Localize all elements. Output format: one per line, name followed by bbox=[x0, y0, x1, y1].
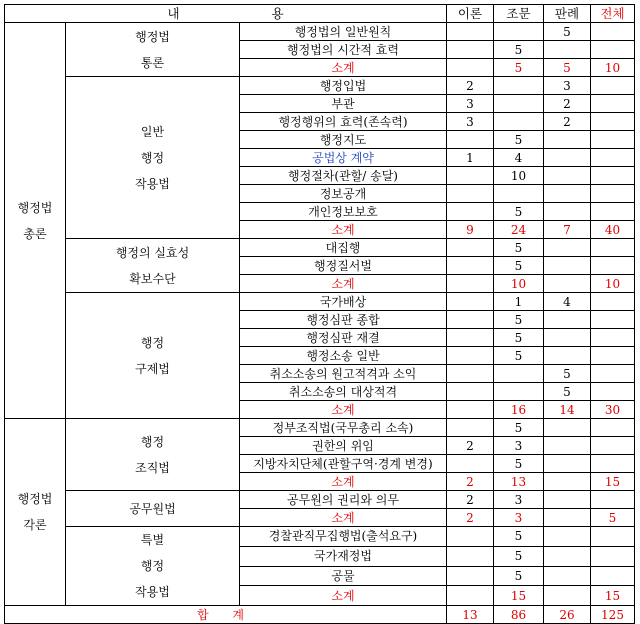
cell-total bbox=[591, 419, 635, 437]
cell-precedent bbox=[544, 566, 591, 586]
cell-theory bbox=[447, 546, 494, 566]
cell-precedent bbox=[544, 239, 591, 257]
cell-total bbox=[591, 95, 635, 113]
header-precedent: 판례 bbox=[544, 5, 591, 23]
group-label-line: 작용법 bbox=[135, 176, 170, 191]
cell-theory bbox=[447, 383, 494, 401]
cell-precedent: 5 bbox=[544, 59, 591, 77]
cell-statute: 3 bbox=[494, 437, 544, 455]
cell-total bbox=[591, 437, 635, 455]
cell-precedent: 2 bbox=[544, 113, 591, 131]
group-label-line: 행정의 실효성 bbox=[115, 245, 190, 260]
cell-precedent bbox=[544, 257, 591, 275]
cell-statute: 5 bbox=[494, 239, 544, 257]
header-theory: 이론 bbox=[447, 5, 494, 23]
cell-theory bbox=[447, 239, 494, 257]
group-label-line: 작용법 bbox=[135, 585, 170, 599]
cell-statute: 5 bbox=[494, 257, 544, 275]
group-label-line: 행정 bbox=[140, 434, 165, 449]
cell-theory bbox=[447, 185, 494, 203]
subtotal-label: 소계 bbox=[240, 401, 447, 419]
cell-statute: 5 bbox=[494, 203, 544, 221]
cell-total bbox=[591, 131, 635, 149]
cell-precedent bbox=[544, 275, 591, 293]
cell-statute: 10 bbox=[494, 167, 544, 185]
cell-precedent bbox=[544, 311, 591, 329]
cell-precedent bbox=[544, 491, 591, 509]
cell-statute: 15 bbox=[494, 586, 544, 606]
cell-theory bbox=[447, 365, 494, 383]
cell-total bbox=[591, 566, 635, 586]
group-label bbox=[66, 293, 240, 419]
cell-theory: 2 bbox=[447, 437, 494, 455]
cell-precedent bbox=[544, 347, 591, 365]
cell-statute: 5 bbox=[494, 566, 544, 586]
topic-cell: 정보공개 bbox=[240, 185, 447, 203]
cell-total bbox=[591, 167, 635, 185]
part-label-line: 행정법 bbox=[17, 492, 53, 506]
cell-statute: 4 bbox=[494, 149, 544, 167]
cell-total: 5 bbox=[591, 509, 635, 527]
curriculum-table-wrapper bbox=[4, 4, 635, 624]
table-body bbox=[5, 23, 635, 624]
cell-total bbox=[591, 311, 635, 329]
cell-total bbox=[591, 23, 635, 41]
topic-cell: 행정행위의 효력(존속력) bbox=[240, 113, 447, 131]
table-row bbox=[5, 239, 635, 257]
subtotal-label: 소계 bbox=[240, 59, 447, 77]
topic-cell: 행정지도 bbox=[240, 131, 447, 149]
cell-precedent bbox=[544, 329, 591, 347]
grand-total-text: 합 계 bbox=[197, 607, 254, 622]
cell-theory: 9 bbox=[447, 221, 494, 239]
cell-precedent bbox=[544, 546, 591, 566]
group-label-line: 확보수단 bbox=[129, 271, 176, 286]
cell-statute: 5 bbox=[494, 41, 544, 59]
cell-precedent bbox=[544, 419, 591, 437]
subtotal-label: 소계 bbox=[240, 473, 447, 491]
table-row bbox=[5, 23, 635, 41]
group-label bbox=[66, 23, 240, 77]
cell-theory bbox=[447, 586, 494, 606]
header-row bbox=[5, 5, 635, 23]
group-label-line: 조직법 bbox=[135, 460, 170, 475]
grand-total-label bbox=[5, 606, 447, 624]
cell-precedent bbox=[544, 586, 591, 606]
cell-statute bbox=[494, 95, 544, 113]
topic-cell: 국가배상 bbox=[240, 293, 447, 311]
cell-statute: 5 bbox=[494, 546, 544, 566]
cell-statute: 5 bbox=[494, 347, 544, 365]
cell-precedent: 2 bbox=[544, 95, 591, 113]
cell-total bbox=[591, 203, 635, 221]
group-label bbox=[66, 77, 240, 239]
topic-cell: 행정심판 종합 bbox=[240, 311, 447, 329]
cell-theory bbox=[447, 167, 494, 185]
group-label-line: 통론 bbox=[140, 55, 165, 70]
group-label bbox=[66, 527, 240, 606]
group-label bbox=[66, 419, 240, 491]
cell-total bbox=[591, 113, 635, 131]
cell-total: 30 bbox=[591, 401, 635, 419]
cell-theory bbox=[447, 527, 494, 547]
part-label-line: 총론 bbox=[23, 226, 47, 241]
cell-total bbox=[591, 491, 635, 509]
cell-total: 10 bbox=[591, 59, 635, 77]
header-content: 내 용 bbox=[5, 5, 447, 23]
cell-precedent bbox=[544, 149, 591, 167]
topic-cell: 취소소송의 원고적격과 소익 bbox=[240, 365, 447, 383]
cell-theory bbox=[447, 329, 494, 347]
cell-precedent bbox=[544, 509, 591, 527]
exam-topic-table bbox=[4, 4, 635, 624]
cell-theory bbox=[447, 131, 494, 149]
cell-theory bbox=[447, 293, 494, 311]
cell-theory bbox=[447, 257, 494, 275]
table-row bbox=[5, 419, 635, 437]
table-row bbox=[5, 491, 635, 509]
part-label bbox=[5, 23, 66, 419]
subtotal-label: 소계 bbox=[240, 586, 447, 606]
cell-theory bbox=[447, 203, 494, 221]
cell-theory bbox=[447, 41, 494, 59]
cell-statute bbox=[494, 383, 544, 401]
cell-theory: 2 bbox=[447, 509, 494, 527]
group-label bbox=[66, 491, 240, 527]
cell-precedent: 7 bbox=[544, 221, 591, 239]
cell-total bbox=[591, 185, 635, 203]
table-row bbox=[5, 77, 635, 95]
subtotal-label: 소계 bbox=[240, 275, 447, 293]
cell-total bbox=[591, 546, 635, 566]
cell-statute: 16 bbox=[494, 401, 544, 419]
cell-precedent bbox=[544, 167, 591, 185]
cell-theory: 3 bbox=[447, 113, 494, 131]
cell-total: 40 bbox=[591, 221, 635, 239]
group-label-line: 공무원법 bbox=[129, 501, 176, 516]
cell-total bbox=[591, 383, 635, 401]
cell-theory: 2 bbox=[447, 473, 494, 491]
cell-precedent bbox=[544, 455, 591, 473]
cell-statute: 3 bbox=[494, 491, 544, 509]
topic-cell: 정부조직법(국무총리 소속) bbox=[240, 419, 447, 437]
cell-precedent: 5 bbox=[544, 365, 591, 383]
cell-statute bbox=[494, 23, 544, 41]
cell-theory bbox=[447, 275, 494, 293]
topic-cell: 행정심판 재결 bbox=[240, 329, 447, 347]
cell-precedent: 3 bbox=[544, 77, 591, 95]
topic-cell: 행정법의 일반원칙 bbox=[240, 23, 447, 41]
cell-statute: 5 bbox=[494, 329, 544, 347]
header-statute: 조문 bbox=[494, 5, 544, 23]
cell-statute bbox=[494, 77, 544, 95]
cell-theory bbox=[447, 455, 494, 473]
grand-total-row bbox=[5, 606, 635, 624]
subtotal-label: 소계 bbox=[240, 221, 447, 239]
cell-statute: 3 bbox=[494, 509, 544, 527]
cell-total bbox=[591, 365, 635, 383]
group-label-line: 행정 bbox=[140, 335, 165, 350]
table-row bbox=[5, 293, 635, 311]
cell-total bbox=[591, 455, 635, 473]
topic-cell: 공법상 계약 bbox=[240, 149, 447, 167]
cell-theory bbox=[447, 347, 494, 365]
topic-cell: 대집행 bbox=[240, 239, 447, 257]
cell-statute: 13 bbox=[494, 473, 544, 491]
cell-statute bbox=[494, 113, 544, 131]
cell-total bbox=[591, 257, 635, 275]
group-label-line: 일반 bbox=[140, 124, 165, 139]
cell-statute: 5 bbox=[494, 311, 544, 329]
cell-statute: 5 bbox=[494, 455, 544, 473]
part-label-line: 각론 bbox=[23, 518, 47, 532]
cell-total bbox=[591, 239, 635, 257]
subtotal-label: 소계 bbox=[240, 509, 447, 527]
cell-precedent bbox=[544, 473, 591, 491]
cell-total bbox=[591, 149, 635, 167]
topic-cell: 행정법의 시간적 효력 bbox=[240, 41, 447, 59]
group-label-line: 특별 bbox=[140, 533, 165, 547]
cell-theory: 13 bbox=[447, 606, 494, 624]
cell-statute bbox=[494, 365, 544, 383]
cell-statute: 5 bbox=[494, 419, 544, 437]
cell-precedent bbox=[544, 185, 591, 203]
topic-cell: 행정입법 bbox=[240, 77, 447, 95]
cell-total bbox=[591, 293, 635, 311]
cell-theory: 2 bbox=[447, 491, 494, 509]
table-row bbox=[5, 527, 635, 547]
cell-theory bbox=[447, 401, 494, 419]
cell-total: 125 bbox=[591, 606, 635, 624]
cell-precedent: 5 bbox=[544, 383, 591, 401]
cell-theory: 2 bbox=[447, 77, 494, 95]
topic-cell: 행정소송 일반 bbox=[240, 347, 447, 365]
cell-statute: 5 bbox=[494, 59, 544, 77]
part-label-line: 행정법 bbox=[17, 200, 53, 215]
topic-cell: 국가재정법 bbox=[240, 546, 447, 566]
topic-cell: 취소소송의 대상적격 bbox=[240, 383, 447, 401]
cell-statute: 10 bbox=[494, 275, 544, 293]
topic-cell: 경찰관직무집행법(출석요구) bbox=[240, 527, 447, 547]
header-total: 전체 bbox=[591, 5, 635, 23]
cell-total bbox=[591, 329, 635, 347]
group-label bbox=[66, 239, 240, 293]
cell-precedent bbox=[544, 437, 591, 455]
cell-precedent bbox=[544, 131, 591, 149]
topic-cell: 지방자치단체(관할구역·경계 변경) bbox=[240, 455, 447, 473]
cell-precedent: 5 bbox=[544, 23, 591, 41]
topic-cell: 공무원의 권리와 의무 bbox=[240, 491, 447, 509]
cell-precedent: 26 bbox=[544, 606, 591, 624]
cell-statute bbox=[494, 185, 544, 203]
cell-statute: 1 bbox=[494, 293, 544, 311]
cell-total bbox=[591, 347, 635, 365]
cell-total: 15 bbox=[591, 473, 635, 491]
topic-cell: 개인정보보호 bbox=[240, 203, 447, 221]
topic-cell: 행정절차(관할/ 송달) bbox=[240, 167, 447, 185]
cell-precedent: 14 bbox=[544, 401, 591, 419]
cell-theory bbox=[447, 419, 494, 437]
cell-theory: 1 bbox=[447, 149, 494, 167]
part-label bbox=[5, 419, 66, 606]
cell-precedent bbox=[544, 41, 591, 59]
cell-statute: 24 bbox=[494, 221, 544, 239]
cell-theory bbox=[447, 311, 494, 329]
cell-total: 10 bbox=[591, 275, 635, 293]
cell-statute: 5 bbox=[494, 131, 544, 149]
cell-total bbox=[591, 41, 635, 59]
cell-theory bbox=[447, 23, 494, 41]
cell-total: 15 bbox=[591, 586, 635, 606]
cell-statute: 5 bbox=[494, 527, 544, 547]
group-label-line: 구제법 bbox=[135, 361, 170, 376]
cell-precedent bbox=[544, 203, 591, 221]
topic-cell: 공물 bbox=[240, 566, 447, 586]
cell-theory bbox=[447, 566, 494, 586]
cell-precedent bbox=[544, 527, 591, 547]
cell-total bbox=[591, 527, 635, 547]
cell-precedent: 4 bbox=[544, 293, 591, 311]
topic-cell: 행정질서벌 bbox=[240, 257, 447, 275]
cell-theory bbox=[447, 59, 494, 77]
cell-theory: 3 bbox=[447, 95, 494, 113]
topic-cell: 권한의 위임 bbox=[240, 437, 447, 455]
group-label-line: 행정 bbox=[140, 559, 165, 573]
group-label-line: 행정 bbox=[140, 150, 165, 165]
cell-statute: 86 bbox=[494, 606, 544, 624]
cell-total bbox=[591, 77, 635, 95]
topic-cell: 부관 bbox=[240, 95, 447, 113]
group-label-line: 행정법 bbox=[135, 29, 170, 44]
